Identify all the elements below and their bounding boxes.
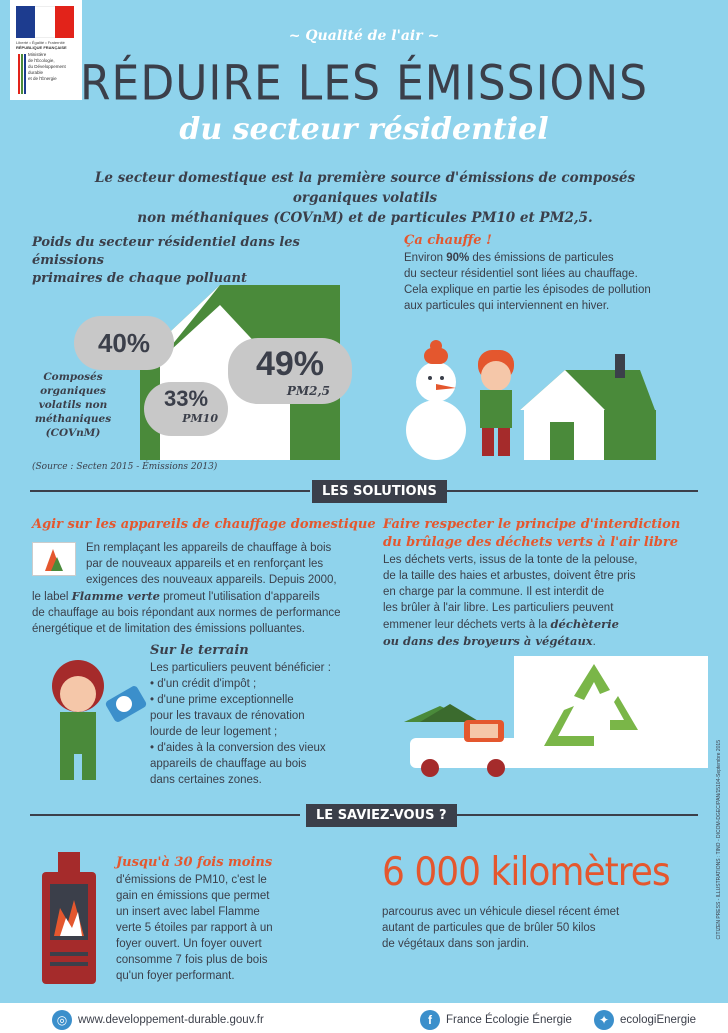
- website-link[interactable]: www.developpement-durable.gouv.fr: [78, 1014, 264, 1026]
- covnm-label: Composés organiques volatils non méthaniques (COVnM): [34, 371, 112, 439]
- terrain-text: Les particuliers peuvent bénéficier : • d'un crédit d'impôt ; • d'une prime exceptionnelle pour les travaux de rénovation lourde de leur logement ; • d'aides à la conversion des vieux appareils de chauffage au bois dans certaines zones.: [150, 662, 331, 786]
- saviez-vous-banner: LE SAVIEZ-VOUS ?: [306, 804, 457, 827]
- car-illustration: [400, 702, 530, 782]
- solutions-banner: LES SOLUTIONS: [312, 480, 447, 503]
- intro: Le secteur domestique est la première source d'émissions de composés organiques volatils non méthaniques (COVnM) et de particules PM10 et PM2,5.: [94, 170, 636, 226]
- solutions-right-heading: Faire respecter le principe d'interdiction du brûlage des déchets verts à l'air libre: [383, 517, 681, 550]
- page-subtitle: du secteur résidentiel: [179, 112, 549, 147]
- source-note: (Source : Secten 2015 - Émissions 2013): [32, 462, 218, 472]
- km-text: parcourus avec un véhicule diesel récent émet autant de particules que de brûler 50 kilos de végétaux dans son jardin.: [382, 906, 620, 950]
- heat-heading: Ça chauffe !: [404, 233, 492, 248]
- stove-illustration: [38, 852, 100, 992]
- footer-website[interactable]: [52, 1010, 264, 1030]
- recycle-icon: [514, 656, 708, 768]
- globe-icon: ◎: [52, 1010, 72, 1030]
- fois-moins-text: d'émissions de PM10, c'est le gain en émissions que permet un insert avec label Flamme verte 5 étoiles par rapport à un foyer ouvert. Un foyer ouvert consomme 7 fois plus de bois qu'un foyer performant.: [116, 874, 273, 982]
- solutions-left-heading: Agir sur les appareils de chauffage domestique: [32, 517, 376, 532]
- twitter-icon: ✦: [594, 1010, 614, 1030]
- page-title: RÉDUIRE LES ÉMISSIONS: [79, 55, 649, 112]
- flamme-verte-logo: [32, 542, 76, 576]
- solutions-left-text2: le label Flamme verte promeut l'utilisation d'appareils de chauffage au bois répondant aux normes de performance énergétique et de limitation des émissions polluantes.: [32, 589, 341, 635]
- recycling-board: [514, 656, 708, 768]
- divider-right: [420, 490, 698, 492]
- credit: CITIZEN PRESS - ILLUSTRATIONS : TINO - DICOM-DGEC/PAN/15104-Septembre 2015: [716, 740, 722, 940]
- footer-twitter[interactable]: [594, 1010, 696, 1030]
- cloud-pm25: 49% PM2,5: [228, 338, 352, 404]
- big-number: 6 000 kilomètres: [382, 850, 670, 896]
- solutions-left-text1: En remplaçant les appareils de chauffage à bois par de nouveaux appareils et en renforçant les exigences des nouveaux appareils. Depuis 2000,: [86, 542, 337, 586]
- cloud-pm10: 33% PM10: [144, 382, 228, 436]
- facebook-link[interactable]: France Écologie Énergie: [446, 1014, 572, 1026]
- weight-heading: Poids du secteur résidentiel dans les émissions primaires de chaque polluant: [32, 235, 300, 286]
- fois-moins-heading: Jusqu'à 30 fois moins: [116, 855, 273, 870]
- logo-republic: RÉPUBLIQUE FRANÇAISE: [16, 45, 67, 50]
- divider-left: [30, 490, 310, 492]
- girl-illustration: [40, 656, 150, 784]
- heat-text: Environ 90% des émissions de particules du secteur résidentiel sont liées au chauffage. Cela explique en partie les épisodes de pollution aux particules qui interviennent en hiver.: [404, 252, 651, 312]
- logo-motto: Liberté • Égalité • Fraternité: [16, 40, 65, 45]
- twitter-link[interactable]: ecologiEnergie: [620, 1014, 697, 1026]
- facebook-icon: f: [420, 1010, 440, 1030]
- divider-left-2: [30, 814, 300, 816]
- terrain-heading: Sur le terrain: [150, 643, 249, 658]
- cloud-covnm: 40%: [74, 316, 174, 370]
- solutions-right-text: Les déchets verts, issus de la tonte de la pelouse, de la taille des haies et arbustes, doivent être pris en charge par la commune. Il est interdit de les brûler à l'air libre. Les particuliers peuvent emmener leur déchets verts à la déchèterie ou dans des broyeurs à végétaux.: [383, 554, 638, 648]
- logo-ministry: Ministère de l'Écologie, du Développement durable et de l'Énergie: [28, 52, 66, 81]
- kicker: ~ Qualité de l'air ~: [288, 28, 440, 44]
- divider-right-2: [426, 814, 698, 816]
- footer-facebook[interactable]: [420, 1010, 572, 1030]
- winter-illustration: [400, 330, 660, 460]
